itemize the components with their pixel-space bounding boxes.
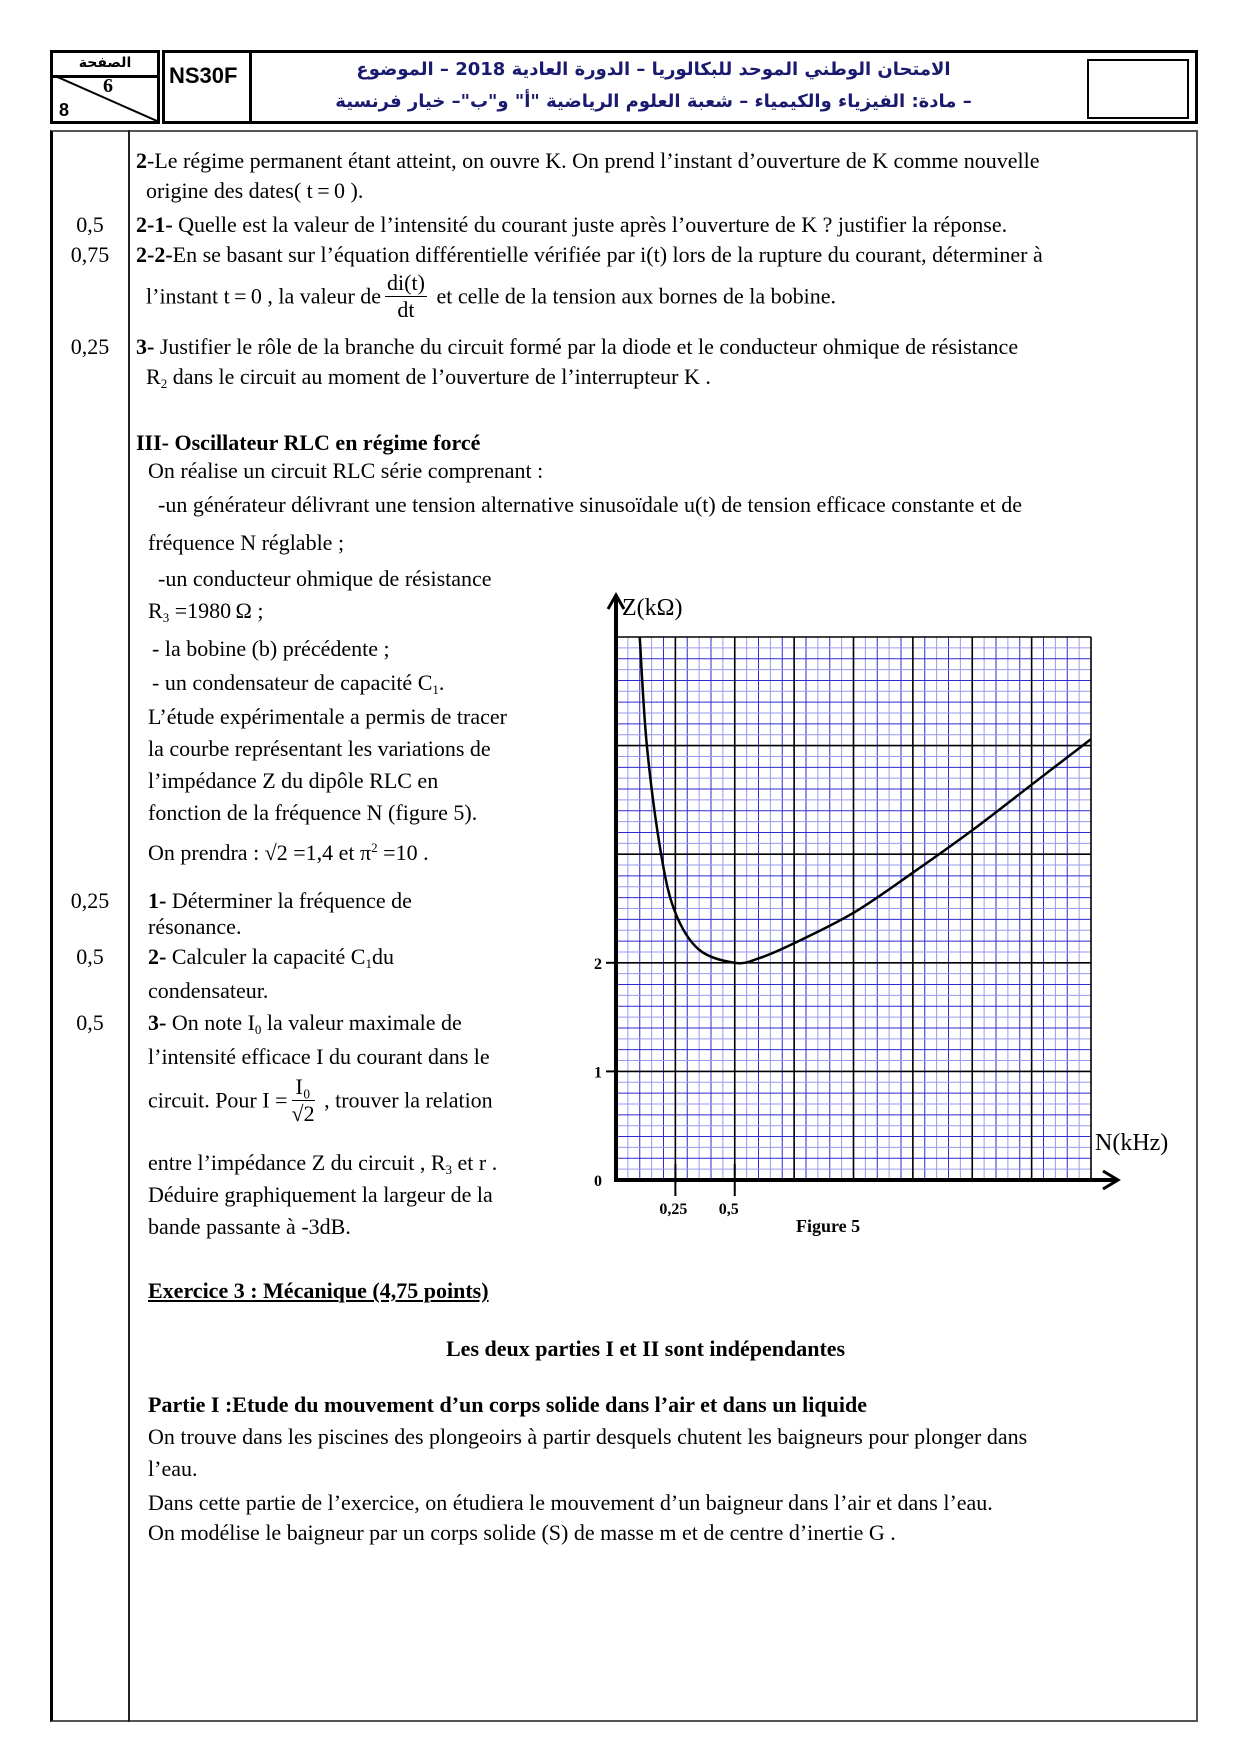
rlc-item-generator: -un générateur délivrant une tension alternative sinusoïdale u(t) de tension efficace constante et de	[158, 492, 1022, 517]
figure-caption: Figure 5	[796, 1216, 861, 1236]
blank-box	[1087, 59, 1189, 119]
part-1-para: On modélise le baigneur par un corps solide (S) de masse m et de centre d’inertie G .	[148, 1520, 896, 1545]
marks-column	[50, 130, 130, 1722]
exam-code: NS30F	[162, 50, 252, 124]
rlc-para-line: fonction de la fréquence N (figure 5).	[148, 800, 478, 825]
rlc-question-2: 2- Calculer la capacité $C_1du$	[148, 944, 394, 971]
question-3: 3- Justifier le rôle de la branche du circuit formé par la diode et le conducteur ohmique de résistance	[136, 334, 1019, 359]
rlc-question-3-cont: l’intensité efficace I du courant dans le	[148, 1044, 490, 1069]
rlc-item-generator-cont: fréquence N réglable ;	[148, 530, 345, 555]
rlc-constants: On prendra : √2 =1,4 et $\pi^2 =10$ .	[148, 840, 429, 865]
di-dt-fraction: $\frac{di(t)}{dt}$	[387, 270, 425, 322]
rlc-intro: On réalise un circuit RLC série comprenant :	[148, 458, 544, 483]
mark: 0,5	[76, 212, 104, 237]
mark: 0,25	[70, 888, 110, 913]
x-axis-label: N(kHz)	[1095, 1130, 1169, 1156]
rlc-para-line: la courbe représentant les variations de	[148, 736, 491, 761]
part-1-para: Dans cette partie de l’exercice, on étudiera le mouvement d’un baigneur dans l’air et dans l’eau.	[148, 1490, 993, 1515]
impedance-frequency-plot	[560, 590, 1200, 1250]
question-2-2-cont: l’instant t = 0 , la valeur de $\frac{di(t)}{dt}$ et celle de la tension aux bornes de la bobine.	[146, 270, 836, 322]
y-tick-label: 1	[594, 1064, 602, 1082]
rlc-question-2-cont: condensateur.	[148, 978, 269, 1003]
question-2-cont: origine des dates( t = 0 ).	[146, 178, 364, 203]
exam-title-line1: الامتحان الوطني الموحد للبكالوريا – الدورة العادية 2018 – الموضوع	[356, 59, 951, 80]
total-pages: 8	[59, 100, 70, 120]
exercise-3-title: Exercice 3 : Mécanique (4,75 points)	[148, 1278, 489, 1303]
rlc-question-3-cont: bande passante à -3dB.	[148, 1214, 351, 1239]
y-axis-label: Z(kΩ)	[622, 595, 683, 621]
mark: 0,25	[70, 334, 110, 359]
part-1-title: Partie I :Etude du mouvement d’un corps solide dans l’air et dans un liquide	[148, 1392, 867, 1417]
x-tick-label: 0,25	[659, 1201, 688, 1218]
page-number: 6	[103, 75, 113, 97]
page-label: الصفحة	[53, 53, 157, 78]
mark: 0,5	[76, 1010, 104, 1035]
part-1-para: l’eau.	[148, 1456, 198, 1481]
rlc-question-3-cont: Déduire graphiquement la largeur de la	[148, 1182, 493, 1207]
y-tick-label: 2	[594, 955, 602, 973]
question-2-2: 2-2-En se basant sur l’équation différentielle vérifiée par i(t) lors de la rupture du courant, déterminer à	[136, 242, 1043, 267]
rlc-para-line: l’impédance Z du dipôle RLC en	[148, 768, 439, 793]
question-2: 2-Le régime permanent étant atteint, on ouvre K. On prend l’instant d’ouverture de K comme nouvelle	[136, 148, 1040, 173]
question-3-cont: $R_2$ dans le circuit au moment de l’ouverture de l’interrupteur K .	[146, 364, 711, 391]
x-tick-label: 0,5	[718, 1201, 739, 1218]
rlc-question-1-cont: résonance.	[148, 914, 242, 939]
y-tick-label: 0	[594, 1173, 602, 1190]
rlc-item-capacitor: - un condensateur de capacité $C_1$.	[152, 670, 445, 697]
part-1-para: On trouve dans les piscines des plongeoirs à partir desquels chutent les baigneurs pour plonger dans	[148, 1424, 1028, 1449]
rlc-question-3-formula: circuit. Pour I = $\frac{\text{I₀}}{√2}$ , trouver la relation	[148, 1074, 493, 1126]
rlc-question-3: 3- On note $I_0$ la valeur maximale de	[148, 1010, 462, 1037]
exam-title-line2: – مادة: الفيزياء والكيمياء – شعبة العلوم الرياضية "أ" و"ب"– خيار فرنسية	[335, 91, 972, 112]
mark: 0,5	[76, 944, 104, 969]
rlc-item-resistor: -un conducteur ohmique de résistance	[158, 566, 492, 591]
section-title-rlc: III- Oscillateur RLC en régime forcé	[136, 430, 481, 455]
i0-over-sqrt2-fraction: $\frac{\text{I₀}}{√2}$	[291, 1074, 315, 1126]
rlc-item-resistor-value: $R_3 =1980$ Ω ;	[148, 598, 264, 625]
exercise-3-subtitle: Les deux parties I et II sont indépendantes	[446, 1336, 846, 1361]
rlc-question-1: 1- Déterminer la fréquence de	[148, 888, 412, 913]
exam-title-box	[252, 50, 1198, 124]
rlc-item-coil: - la bobine (b) précédente ;	[152, 636, 390, 661]
mark: 0,75	[70, 242, 110, 267]
figure-5-chart	[560, 590, 1200, 1250]
rlc-question-3-cont: entre l’impédance Z du circuit , $R_3$ et r .	[148, 1150, 498, 1177]
page-number-box	[50, 50, 160, 124]
question-2-1: 2-1- Quelle est la valeur de l’intensité du courant juste après l’ouverture de K ? justifier la réponse.	[136, 212, 1008, 237]
rlc-para-line: L’étude expérimentale a permis de tracer	[148, 704, 507, 729]
